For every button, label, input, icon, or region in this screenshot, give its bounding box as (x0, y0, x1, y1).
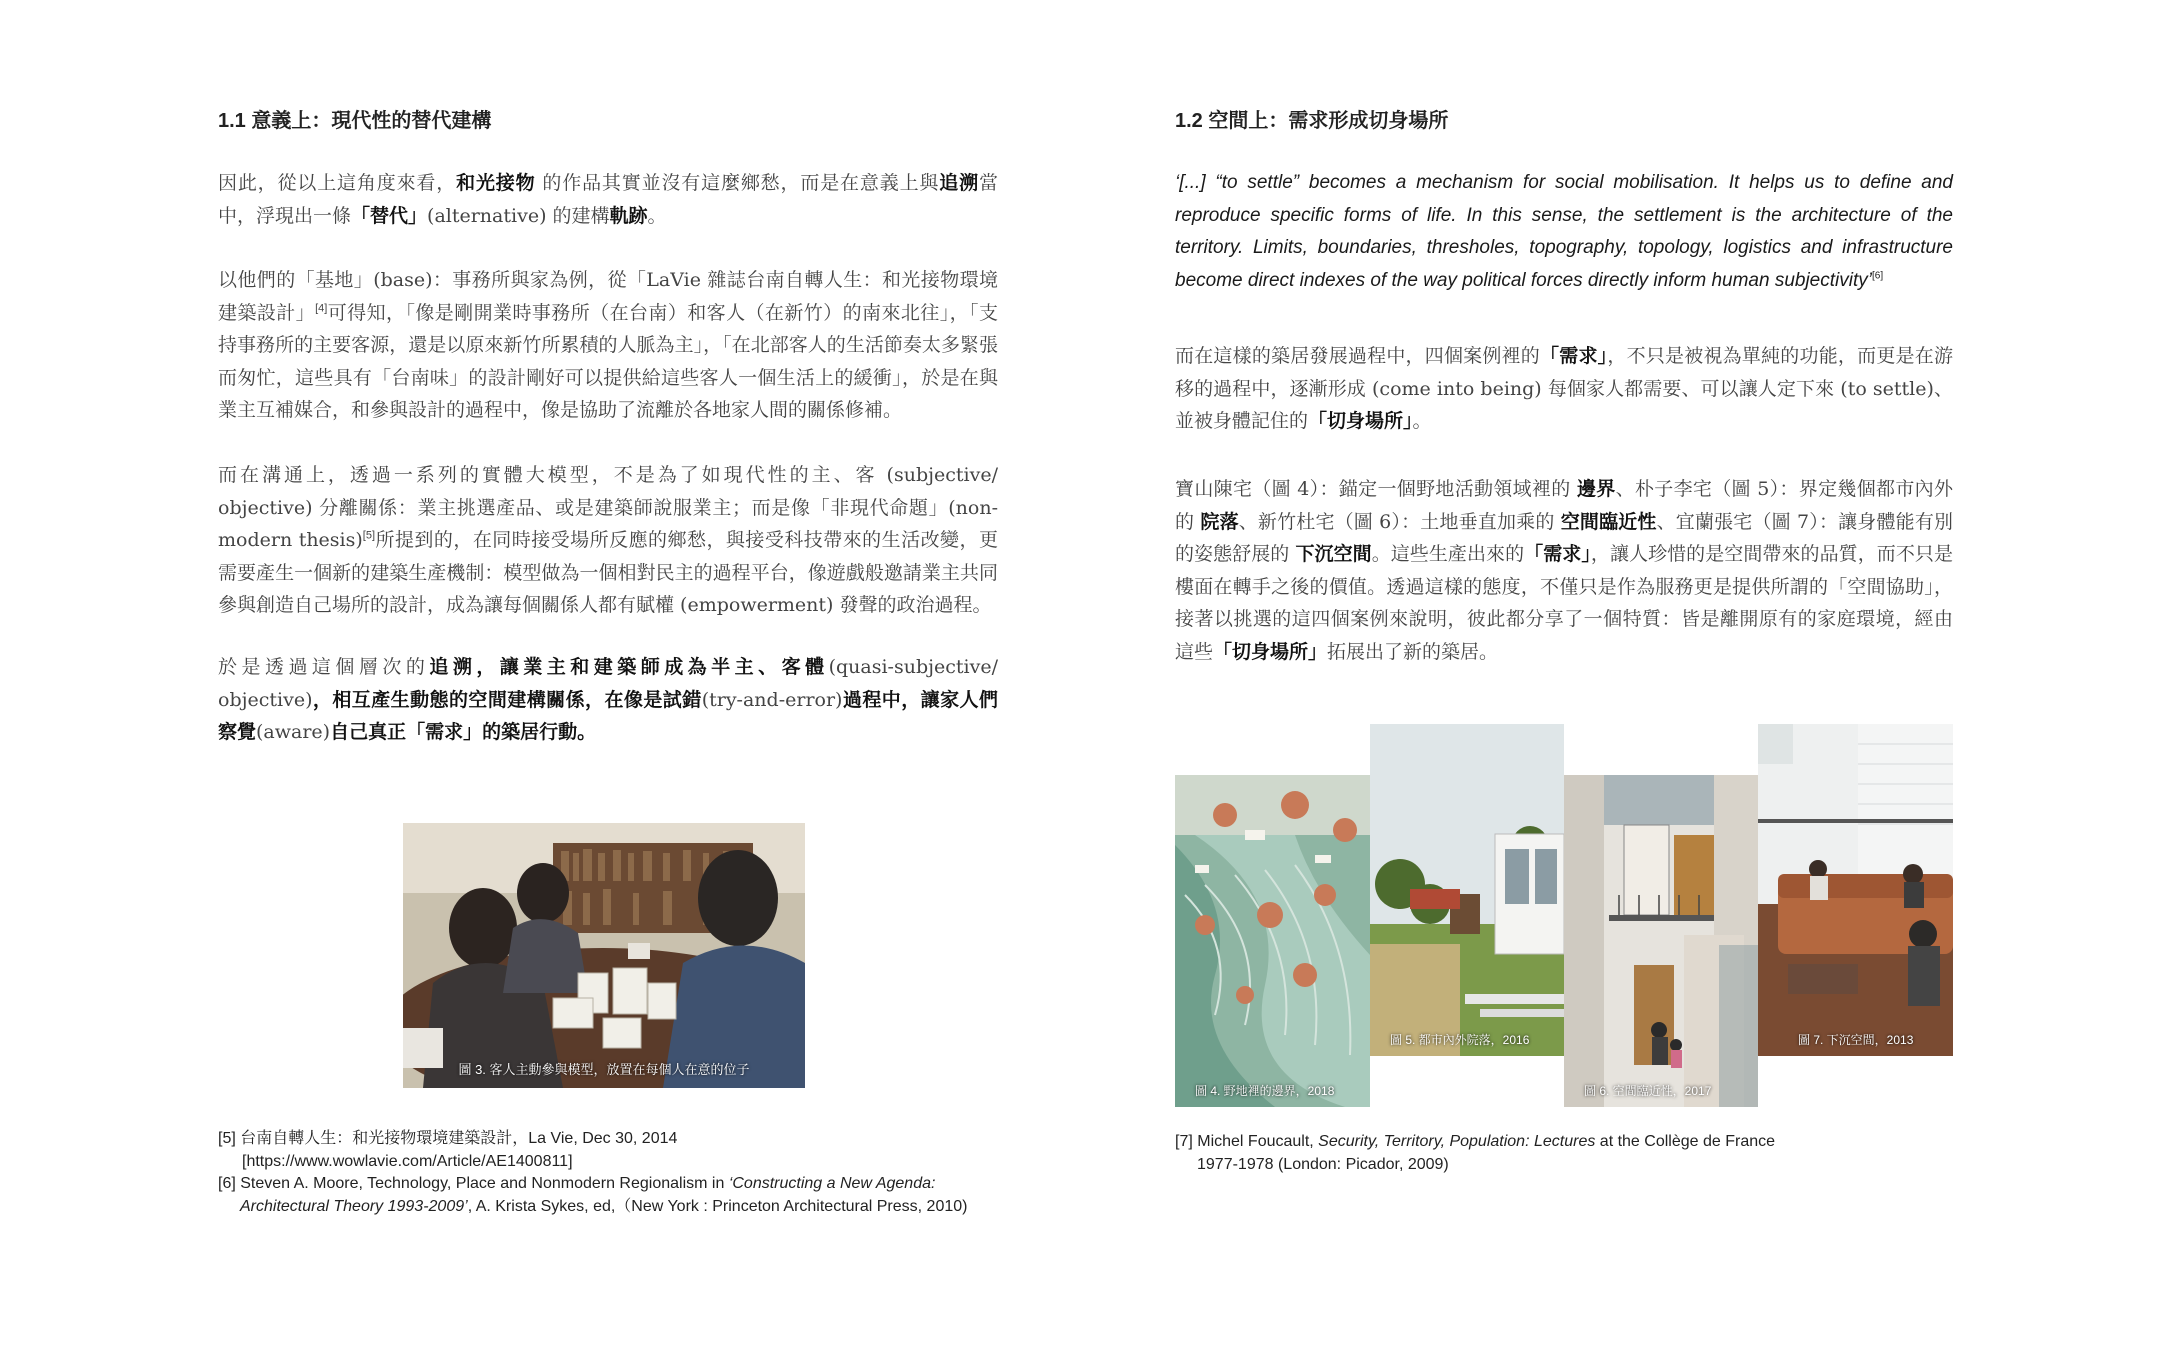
figure-4-field-boundary-photo (1175, 775, 1370, 1107)
figure-5-caption: 圖 5. 都市內外院落，2016 (1390, 1033, 1530, 1047)
figure-5-urban-courtyard-photo (1370, 724, 1564, 1056)
section-heading-1-1: 1.1 意義上：現代性的替代建構 (218, 110, 492, 132)
figure-4-caption: 圖 4. 野地裡的邊界，2018 (1195, 1084, 1335, 1098)
figure-3-model-meeting-photo (403, 823, 805, 1088)
paragraph-1: 因此，從以上這角度來看，和光接物 的作品其實並沒有這麼鄉愁，而是在意義上與追溯當中，浮現出一條「替代」(alternative) 的建構軌跡。 (218, 172, 998, 227)
figure-7-sunken-space-photo (1758, 724, 1953, 1056)
figure-6-caption: 圖 6. 空間臨近性，2017 (1584, 1084, 1712, 1098)
foucault-quote: ‘[...] “to settle” becomes a mechanism for social mobilisation. It helps us to define and reproduce specific forms of life. In this sense, the settlement is the architecture of the territory. Limits, boundaries, thresholes, topography, topology, logistics and infrastructure become direct indexes of the way political forces directly inform human subjectivity’[6] (1175, 172, 1953, 291)
right-paragraph-1: 而在這樣的築居發展過程中，四個案例裡的「需求」，不只是被視為單純的功能，而更是在游移的過程中，逐漸形成 (come into being) 每個家人都需要、可以讓人定下來 (to settle)、並被身體記住的「切身場所」。 (1175, 345, 1953, 432)
section-heading-1-2: 1.2 空間上：需求形成切身場所 (1175, 110, 1449, 132)
model-meeting-illustration (403, 823, 805, 1088)
footnote-6-cont: Architectural Theory 1993-2009’, A. Krista Sykes, ed,（New York : Princeton Architectural Press, 2010) (240, 1197, 968, 1215)
paragraph-4: 於是透過這個層次的追溯，讓業主和建築師成為半主、客體(quasi-subjective/ objective)，相互產生動態的空間建構關係，在像是試錯(try-and-error)過程中，讓家人們察覺(aware)自己真正「需求」的築居行動。 (218, 656, 998, 743)
right-paragraph-2: 寶山陳宅（圖 4）：錨定一個野地活動領域裡的 邊界、朴子李宅（圖 5）：界定幾個都市內外的 院落、新竹杜宅（圖 6）：土地垂直加乘的 空間臨近性、宜蘭張宅（圖 7）：讓身體能有別的姿態舒展的 下沉空間。這些生產出來的「需求」，讓人珍惜的是空間帶來的品質，而不只是樓面在轉手之後的價值。透過這樣的態度，不僅只是作為服務更是提供所謂的「空間協助」，接著以挑選的這四個案例來說明，彼此都分享了一個特質：皆是離開原有的家庭環境，經由這些「切身場所」拓展出了新的築居。 (1175, 478, 1953, 663)
figure-7-caption: 圖 7. 下沉空間，2013 (1798, 1033, 1914, 1047)
footnotes-left (218, 1128, 998, 1218)
footnotes-right (1175, 1131, 1953, 1176)
footnote-5-url[interactable]: [https://www.wowlavie.com/Article/AE1400811] (242, 1152, 573, 1170)
footnote-7: [7] Michel Foucault, Security, Territory, Population: Lectures at the Collège de France (1175, 1133, 1776, 1150)
paragraph-2: 以他們的「基地」(base)：事務所與家為例，從「LaVie 雜誌台南自轉人生：和光接物環境建築設計」[4]可得知，「像是剛開業時事務所（在台南）和客人（在新竹）的南來北往」，「支持事務所的主要客源，還是以原來新竹所累積的人脈為主」，「在北部客人的生活節奏太多緊張而匆忙，這些具有「台南味」的設計剛好可以提供給這些客人一個生活上的緩衝」，於是在與業主互補媒合，和參與設計的過程中，像是協助了流離於各地家人間的關係修補。 (218, 269, 998, 421)
paragraph-3: 而在溝通上，透過一系列的實體大模型，不是為了如現代性的主、客 (subjective/ objective) 分離關係：業主挑選產品、或是建築師說服業主；而是像「非現代命題」(non-modern thesis)[5]所提到的，在同時接受場所反應的鄉愁，與接受科技帶來的生活改變，更需要產生一個新的建築生產機制：模型做為一個相對民主的過程平台，像遊戲般邀請業主共同參與創造自己場所的設計，成為讓每個關係人都有賦權 (empowerment) 發聲的政治過程。 (218, 464, 998, 616)
footnote-7-cont: 1977-1978 (London: Picador, 2009) (1197, 1155, 1449, 1173)
figure-3-caption: 圖 3. 客人主動參與模型，放置在每個人在意的位子 (458, 1062, 750, 1077)
footnote-6: [6] Steven A. Moore, Technology, Place and Nonmodern Regionalism in ‘Constructing a New Agenda: (218, 1175, 936, 1192)
footnote-5: [5] 台南自轉人生：和光接物環境建築設計，La Vie, Dec 30, 2014 (218, 1130, 678, 1147)
figure-6-spatial-proximity-photo (1564, 775, 1758, 1107)
